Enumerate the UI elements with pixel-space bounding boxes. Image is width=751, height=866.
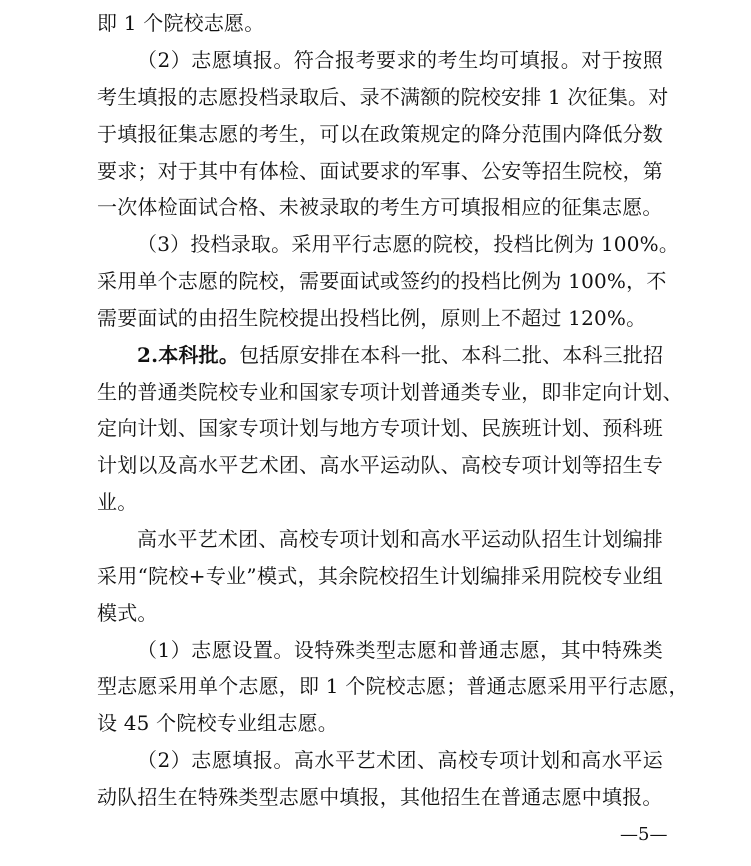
text-line-4: 于填报征集志愿的考生，可以在政策规定的降分范围内降低分数 [97,122,663,146]
text-line-10 [137,343,663,367]
text-line-20: 设 45 个院校专业组志愿。 [97,711,338,735]
section-heading-body: 包括原安排在本科一批、本科二批、本科三批招 [239,343,664,367]
text-line-6: 一次体检面试合格、未被录取的考生方可填报相应的征集志愿。 [97,195,663,219]
text-line-11: 生的普通类院校专业和国家专项计划普通类专业，即非定向计划、 [97,380,683,404]
text-line-13: 计划以及高水平艺术团、高水平运动队、高校专项计划等招生专 [97,453,663,477]
text-line-17: 模式。 [97,601,158,625]
text-line-12: 定向计划、国家专项计划与地方专项计划、民族班计划、预科班 [97,416,663,440]
text-line-21: （2）志愿填报。高水平艺术团、高校专项计划和高水平运 [137,748,663,772]
text-line-19: 型志愿采用单个志愿，即 1 个院校志愿；普通志愿采用平行志愿， [97,674,689,698]
text-line-16: 采用“院校+专业”模式，其余院校招生计划编排采用院校专业组 [97,564,663,588]
text-line-5: 要求；对于其中有体检、面试要求的军事、公安等招生院校，第 [97,159,663,183]
text-line-2: （2）志愿填报。符合报考要求的考生均可填报。对于按照 [137,48,663,72]
text-line-22: 动队招生在特殊类型志愿中填报，其他招生在普通志愿中填报。 [97,785,663,809]
text-line-15: 高水平艺术团、高校专项计划和高水平运动队招生计划编排 [137,527,663,551]
text-line-1: 即 1 个院校志愿。 [97,11,265,35]
text-line-18: （1）志愿设置。设特殊类型志愿和普通志愿，其中特殊类 [137,638,663,662]
text-line-3: 考生填报的志愿投档录取后、录不满额的院校安排 1 次征集。对 [97,85,669,109]
text-line-8: 采用单个志愿的院校，需要面试或签约的投档比例为 100%，不 [97,269,667,293]
section-heading: 2.本科批。 [137,343,240,367]
text-line-14: 业。 [97,490,138,514]
text-line-9: 需要面试的由招生院校提出投档比例，原则上不超过 120%。 [97,306,647,330]
page-number: —5— [620,824,668,845]
text-line-7: （3）投档录取。采用平行志愿的院校，投档比例为 100%。 [137,232,680,256]
